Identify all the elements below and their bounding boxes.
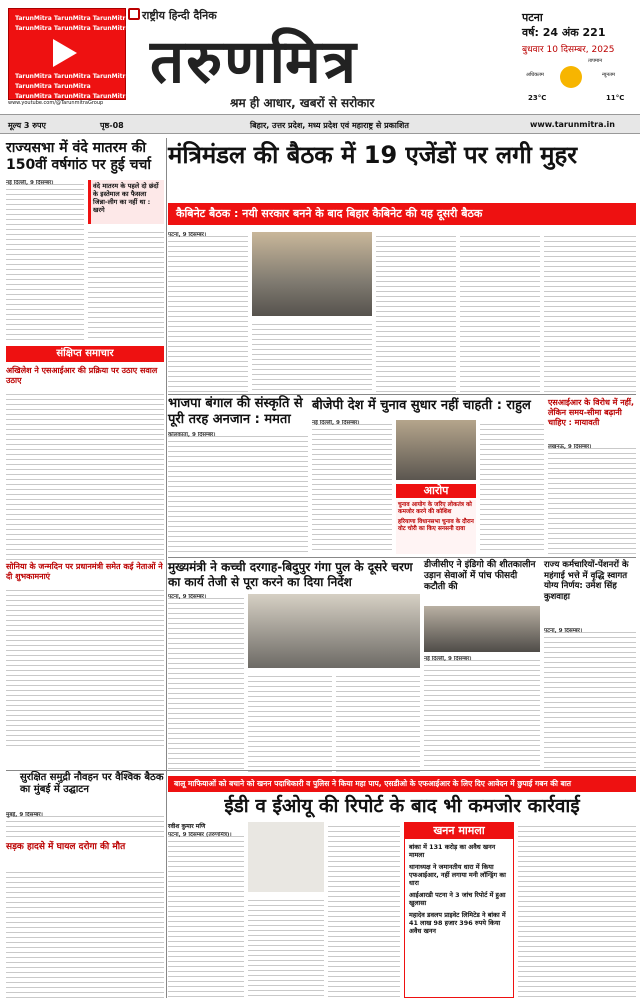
mining-case-box [404, 822, 514, 998]
logo-text-line: TarunMitra TarunMitra [15, 83, 91, 90]
ed-kicker-bar: बालू माफियाओं को बचाने को खनन पदाधिकारी व पुलिस ने किया महा पाप, एसडीओ के एफआईआर के लिए दिए आवेदन में छुपाई गबन की बात [168, 776, 636, 792]
rahul-gandhi-photo [396, 420, 476, 480]
edition-strip [0, 114, 640, 134]
rahul-headline: बीजेपी देश में चुनाव सुधार नहीं चाहती : राहुल [312, 398, 531, 413]
lead-column [376, 232, 456, 392]
brief-column [6, 868, 164, 998]
column-rule [166, 138, 167, 998]
vande-column [6, 180, 84, 340]
rahul-column [312, 420, 392, 554]
brief-column [6, 586, 164, 746]
page-count: पृष्ठ-08 [100, 121, 124, 130]
aarop-box [396, 500, 476, 554]
weather-widget [522, 60, 637, 110]
brief-column [6, 390, 164, 560]
lead-column [544, 232, 636, 392]
youtube-link[interactable]: www.youtube.com/@TarunmitraGroup [8, 100, 104, 106]
dateline: नई दिल्ली, 9 दिसम्बर। [312, 420, 360, 426]
dateline: लखनऊ, 9 दिसम्बर। [548, 444, 592, 450]
mining-case-items [409, 843, 509, 935]
mining-case-item: आईआरडी पटना ने 3 जांच रिपोर्ट में हुआ खुलासा [409, 891, 506, 907]
bridge-column [336, 672, 420, 772]
motto: श्रम ही आधार, खबरों से सरोकार [230, 96, 375, 110]
dgca-headline: डीजीसीए ने इंडिगो की शीतकालीन उड़ान सेवाओं में पांच फीसदी कटौती की [424, 560, 536, 592]
brief-item-headline: अखिलेश ने एसआईआर की प्रक्रिया पर उठाए सवाल उठाए [6, 366, 158, 385]
bridge-column [248, 672, 332, 772]
price: मूल्य 3 रुपए [8, 121, 46, 130]
maritime-column [6, 812, 164, 838]
da-column [544, 628, 636, 772]
bengal-column [168, 432, 308, 554]
vande-highlight: वंदे मातरम के पहले दो छंदों के इस्तेमाल का फैसला जिन्ना-लीग का नहीं था : खरगे [88, 180, 164, 224]
logo-text-line: TarunMitra TarunMitra TarunMitra [15, 73, 130, 80]
aarop-item: हरियाणा विधानसभा चुनाव के दौरान वोट चोरी का किए सनसनी दावा [398, 519, 474, 532]
dateline: पटना, 9 दिसम्बर। [544, 628, 583, 634]
sir-headline: एसआईआर के विरोध में नहीं, लेकिन समय-सीमा बढ़ानी चाहिए : मायावती [548, 398, 635, 427]
cabinet-meeting-photo [252, 232, 372, 316]
sir-column [548, 444, 636, 554]
aarop-item: चुनाव आयोग के जरिए लोकतंत्र को कमजोर करने की कोशिश [398, 502, 472, 515]
ed-column [328, 822, 400, 998]
dgca-column [424, 656, 540, 772]
tarunmitra-tv-logo[interactable] [8, 8, 130, 100]
bridge-column [168, 594, 244, 772]
edition-city: पटना [522, 11, 543, 24]
row-rule [168, 394, 636, 395]
max-temp: 23°C [528, 94, 547, 102]
logo-text-line: TarunMitra TarunMitra TarunMitra [15, 15, 130, 22]
newspaper-logo-icon [128, 8, 140, 20]
masthead [0, 0, 640, 118]
min-temp: 11°C [606, 94, 625, 102]
ed-column [518, 822, 636, 998]
newspaper-title: तरुणमित्र [150, 27, 358, 97]
vande-mataram-headline: राज्यसभा में वंदे मातरम की 150वीं वर्षगांठ पर हुई चर्चा [6, 140, 152, 173]
maritime-headline: सुरक्षित समुद्री नौवहन पर वैश्विक बैठक का मुंबई में उद्घाटन [20, 772, 164, 795]
ed-headline: ईडी व ईओयू की रिपोर्ट के बाद भी कमजोर कार्रवाई [224, 795, 580, 817]
mining-case-item: थानाध्यक्ष ने जमानतीय धारा में किया एफआईआर, नहीं लगाया मनी लॉन्ड्रिंग का धारा [409, 863, 506, 887]
play-icon [53, 39, 77, 67]
chief-minister-inspection-photo [248, 594, 420, 668]
document-photo [248, 822, 324, 892]
dgca-photo [424, 606, 540, 652]
dateline: नई दिल्ली, 9 दिसम्बर। [424, 656, 472, 662]
lead-column [168, 232, 248, 392]
weather-label: तापमान [588, 58, 603, 64]
dateline: मुंबई, 9 दिसम्बर। [6, 812, 43, 818]
volume-issue: वर्ष: 24 अंक 221 [522, 26, 606, 39]
website-link[interactable]: www.tarunmitra.in [530, 120, 615, 129]
dateline: कोलकाता, 9 दिसम्बर। [168, 432, 216, 438]
states-published: बिहार, उत्तर प्रदेश, मध्य प्रदेश एवं महाराष्ट्र से प्रकाशित [250, 121, 409, 130]
rahul-column [480, 420, 544, 554]
brief-item-headline: सोनिया के जन्मदिन पर प्रधानमंत्री समेत कई नेताओं ने दी शुभकामनाएं [6, 562, 163, 581]
brief-news-label: संक्षिप्त समाचार [6, 346, 164, 362]
vande-column [88, 228, 164, 340]
logo-text-line: TarunMitra TarunMitra TarunMitra [15, 25, 130, 32]
issue-date: बुधवार 10 दिसम्बर, 2025 [522, 45, 615, 55]
mining-case-label: खनन मामला [405, 823, 513, 839]
dateline: पटना, 9 दिसम्बर। [168, 232, 207, 238]
aarop-label: आरोप [396, 484, 476, 498]
lead-column [252, 320, 372, 392]
tagline: राष्ट्रीय हिन्दी दैनिक [142, 9, 217, 22]
row-rule [6, 770, 636, 771]
max-temp-label: अधिकतम [526, 72, 544, 78]
min-temp-label: न्यूनतम [602, 72, 615, 78]
ed-column [168, 832, 244, 998]
dateline: पटना, 9 दिसम्बर। [168, 594, 207, 600]
sun-icon [560, 66, 582, 88]
lead-headline: मंत्रिमंडल की बैठक में 19 एजेंडों पर लगी मुहर [168, 141, 578, 169]
ed-column [248, 896, 324, 998]
row-rule [168, 557, 636, 558]
mining-case-item: महादेव डवलप प्राइवेट लिमिटेड ने बांका में 41 लाख 98 हजार 396 रुपये किया अवैध खनन [409, 911, 506, 935]
lead-subhead-bar: कैबिनेट बैठक : नयी सरकार बनने के बाद बिहार कैबिनेट की यह दूसरी बैठक [168, 203, 636, 225]
brief-item-headline: सड़क हादसे में घायल दरोगा की मौत [6, 842, 126, 852]
dateline: पटना, 9 दिसम्बर (तरुणमित्र)। [168, 832, 232, 838]
dateline: नई दिल्ली, 9 दिसम्बर। [6, 180, 54, 186]
lead-column [460, 232, 540, 392]
bengal-headline: भाजपा बंगाल की संस्कृति से पूरी तरह अनजान : ममता [168, 396, 303, 427]
logo-text-line: TarunMitra TarunMitra TarunMitra [15, 93, 130, 100]
mining-case-item: बांका में 131 करोड़ का अवैध खनन मामला [409, 843, 496, 859]
da-headline: राज्य कर्मचारियों-पेंशनरों के महंगाई भत्ते में वृद्धि स्वागत योग्य निर्णय: उमेश सिंह कुशवाहा [544, 560, 629, 602]
bridge-headline: मुख्यमंत्री ने कच्ची दरगाह-बिदुपुर गंगा पुल के दूसरे चरण का कार्य तेजी से पूरा करने का दिया निर्देश [168, 560, 413, 589]
byline: रवीश कुमार मणि [168, 823, 206, 830]
